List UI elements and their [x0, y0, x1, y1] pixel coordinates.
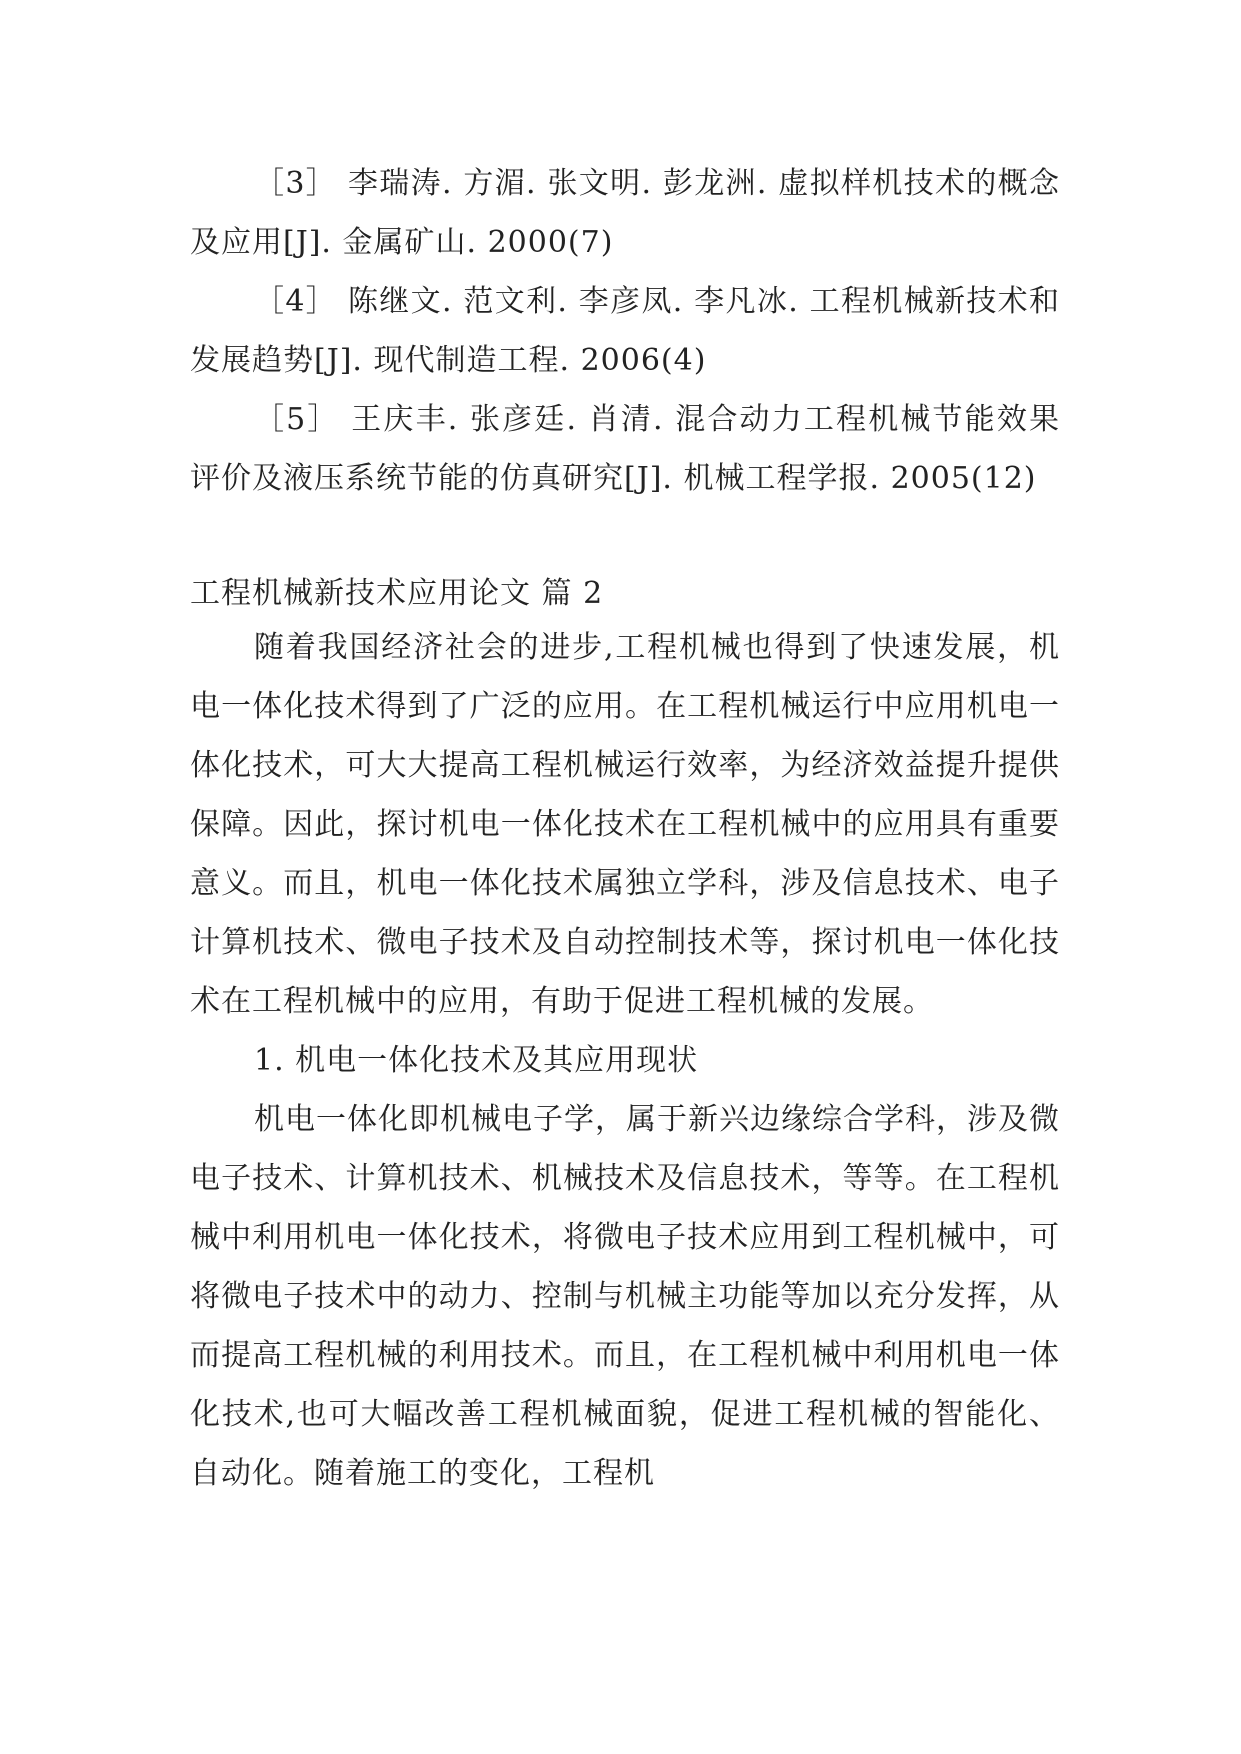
body-paragraph: 随着我国经济社会的进步,工程机械也得到了快速发展，机电一体化技术得到了广泛的应用。在工程机械运行中应用机电一体化技术，可大大提高工程机械运行效率，为经济效益提升提供保障。因此，探讨机电一体化技术在工程机械中的应用具有重要意义。而且，机电一体化技术属独立学科，涉及信息技术、电子计算机技术、微电子技术及自动控制技术等，探讨机电一体化技术在工程机械中的应用，有助于促进工程机械的发展。 [190, 630, 1060, 1019]
reference-item: ［5］ 王庆丰. 张彦廷. 肖清. 混合动力工程机械节能效果评价及液压系统节能的仿真研究[J]. 机械工程学报. 2005(12) [190, 402, 1060, 496]
reference-item: ［3］ 李瑞涛. 方湄. 张文明. 彭龙洲. 虚拟样机技术的概念及应用[J]. 金属矿山. 2000(7) [190, 166, 1060, 260]
body-paragraph: 机电一体化即机械电子学，属于新兴边缘综合学科，涉及微电子技术、计算机技术、机械技术及信息技术，等等。在工程机械中利用机电一体化技术，将微电子技术应用到工程机械中，可将微电子技术中的动力、控制与机械主功能等加以充分发挥，从而提高工程机械的利用技术。而且，在工程机械中利用机电一体化技术,也可大幅改善工程机械面貌，促进工程机械的智能化、自动化。随着施工的变化，工程机 [190, 1102, 1060, 1491]
reference-item: ［4］ 陈继文. 范文利. 李彦凤. 李凡冰. 工程机械新技术和发展趋势[J]. 现代制造工程. 2006(4) [190, 284, 1060, 378]
reference-list [190, 154, 1060, 508]
section-body [190, 618, 1060, 1503]
subheading: 1. 机电一体化技术及其应用现状 [254, 1043, 699, 1078]
section-heading: 工程机械新技术应用论文 篇 2 [190, 576, 604, 611]
